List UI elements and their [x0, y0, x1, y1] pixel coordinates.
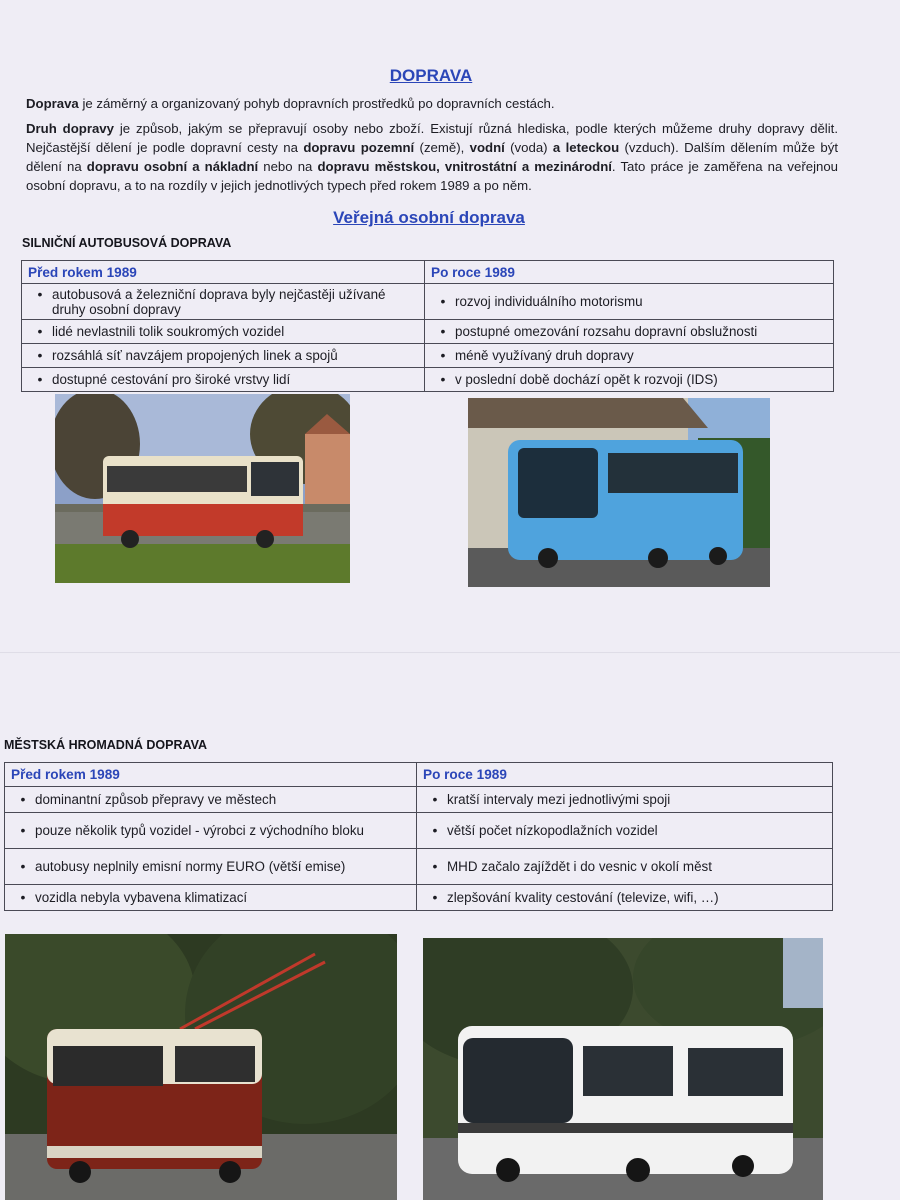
bullet-icon: •: [37, 285, 43, 302]
section-label-mhd: MĚSTSKÁ HROMADNÁ DOPRAVA: [4, 738, 208, 752]
table-cell-after: • zlepšování kvality cestování (televize, wifi, …): [417, 885, 833, 911]
comparison-table-mhd: [4, 762, 833, 911]
bullet-icon: •: [37, 323, 43, 339]
header-before-1989: Před rokem 1989: [22, 261, 425, 284]
text-run: (země),: [414, 140, 470, 155]
text-run: je způsob, jakým se přepravují osoby nebo zboží. Existují různá hlediska, podle kterých můžeme druhy dopravy dělit. Nejčastější dělení je podle dopravní cesty na: [26, 121, 838, 155]
bold-text-run: vodní: [469, 140, 505, 155]
table-cell-after: • kratší intervaly mezi jednotlivými spoji: [417, 787, 833, 813]
header-before-1989: Před rokem 1989: [5, 763, 417, 787]
table-cell-before: • autobusy neplnily emisní normy EURO (větší emise): [5, 849, 417, 885]
intro-paragraph-types: [26, 119, 838, 195]
bold-text-run: dopravu osobní a nákladní: [86, 159, 259, 174]
bullet-icon: •: [20, 858, 26, 874]
table-cell-before: • pouze několik typů vozidel - výrobci z východního bloku: [5, 813, 417, 849]
modern-trolleybus-photo: [423, 938, 823, 1200]
old-bus-photo: [55, 394, 350, 583]
bold-text-run: Druh dopravy: [26, 121, 114, 136]
bullet-icon: •: [440, 293, 446, 309]
table-cell-after: • větší počet nízkopodlažních vozidel: [417, 813, 833, 849]
table-cell-after: • MHD začalo zajíždět i do vesnic v okolí měst: [417, 849, 833, 885]
bullet-icon: •: [432, 822, 438, 838]
table-cell-before: • rozsáhlá síť navzájem propojených linek a spojů: [22, 344, 425, 368]
intro-text: [26, 94, 838, 201]
table-cell-before: • vozidla nebyla vybavena klimatizací: [5, 885, 417, 911]
bullet-icon: •: [20, 889, 26, 905]
section-subtitle: Veřejná osobní doprava: [333, 208, 525, 227]
text-run: je záměrný a organizovaný pohyb dopravních prostředků po dopravních cestách.: [78, 96, 555, 111]
text-run: (voda): [504, 140, 553, 155]
bullet-icon: •: [440, 347, 446, 363]
old-trolleybus-photo: [5, 934, 397, 1200]
table-cell-after: • rozvoj individuálního motorismu: [425, 284, 834, 320]
bullet-icon: •: [37, 371, 43, 387]
bullet-icon: •: [37, 347, 43, 363]
bullet-icon: •: [432, 889, 438, 905]
bold-text-run: Doprava: [26, 96, 79, 111]
text-run: . Tato práce je zaměřena na veřejnou osobní dopravu, a to na rozdíly v jejich jednotlivých typech před rokem 1989 a po něm.: [26, 159, 838, 193]
comparison-table-bus: [21, 260, 834, 392]
paper-fold-line: [0, 652, 900, 654]
bullet-icon: •: [440, 371, 446, 387]
intro-paragraph-definition: [26, 94, 838, 113]
modern-coach-photo: [468, 398, 770, 587]
bullet-icon: •: [440, 323, 446, 339]
section-label-bus: SILNIČNÍ AUTOBUSOVÁ DOPRAVA: [22, 236, 232, 250]
bold-text-run: dopravu pozemní: [303, 140, 415, 155]
table-cell-before: • dostupné cestování pro široké vrstvy lidí: [22, 368, 425, 392]
bullet-icon: •: [20, 822, 26, 838]
table-cell-before: • autobusová a železniční doprava byly nejčastěji užívané druhy osobní dopravy: [22, 284, 425, 320]
bold-text-run: a leteckou: [552, 140, 620, 155]
table-cell-after: • postupné omezování rozsahu dopravní obslužnosti: [425, 320, 834, 344]
header-after-1989: Po roce 1989: [417, 763, 833, 787]
table-cell-before: • dominantní způsob přepravy ve městech: [5, 787, 417, 813]
bullet-icon: •: [432, 791, 438, 807]
bullet-icon: •: [20, 791, 26, 807]
text-run: (vzduch). Dalším dělením může být dělení na: [26, 140, 838, 174]
bullet-icon: •: [432, 858, 438, 874]
header-after-1989: Po roce 1989: [425, 261, 834, 284]
text-run: nebo na: [258, 159, 318, 174]
page-title: DOPRAVA: [389, 66, 473, 85]
table-cell-before: • lidé nevlastnili tolik soukromých vozidel: [22, 320, 425, 344]
table-cell-after: • v poslední době dochází opět k rozvoji (IDS): [425, 368, 834, 392]
table-cell-after: • méně využívaný druh dopravy: [425, 344, 834, 368]
bold-text-run: dopravu městskou, vnitrostátní a mezinárodní: [317, 159, 612, 174]
